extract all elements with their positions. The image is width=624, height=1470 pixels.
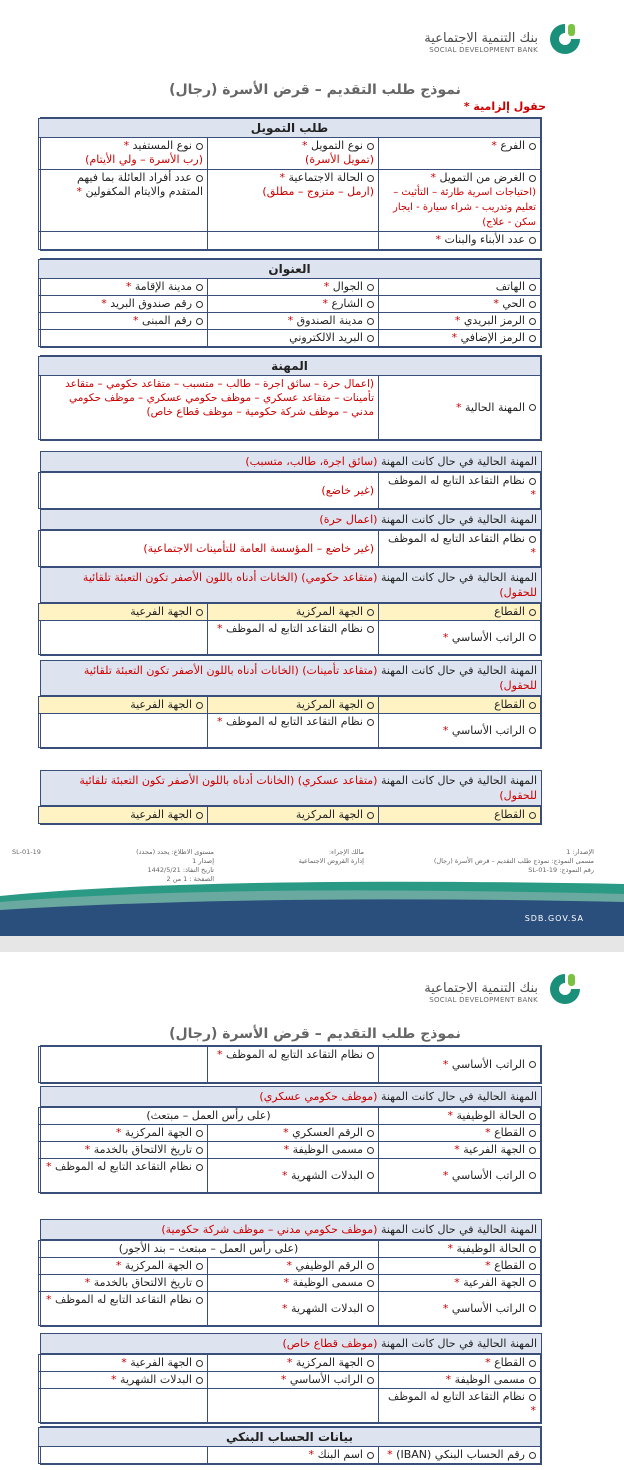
page-title: نموذج طلب التقديم – قرض الأسرة (رجال): [169, 1026, 461, 1042]
financing-header: طلب التمويل: [38, 119, 540, 138]
form-page-2: [0, 952, 624, 1470]
city-field[interactable]: مدينة الإقامة *: [38, 279, 207, 296]
sdb-emblem-icon: [546, 970, 584, 1014]
iban-field[interactable]: رقم الحساب البنكي (IBAN) *: [379, 1447, 541, 1464]
additional-code-field[interactable]: الرمز الإضافي *: [379, 330, 541, 347]
basic-salary-field[interactable]: الراتب الأساسي *: [379, 1047, 541, 1083]
page-title: نموذج طلب التقديم – قرض الأسرة (رجال): [169, 82, 461, 98]
footer-band: [0, 876, 624, 936]
retirement-system-field[interactable]: نظام التقاعد التابع له الموظف *: [208, 714, 379, 748]
case-military-retired: المهنة الحالية في حال كانت المهنة (متقاعد عسكري) (الخانات أدناه باللون الأصفر تكون التعبئة تلقائية للحقول) القطاع الجهة المركزية الجهة الفرعية: [40, 770, 542, 825]
box-city-field[interactable]: مدينة الصندوق *: [208, 313, 379, 330]
form-page-1: بنك التنمية الاجتماعية SOCIAL DEVELOPMENT BANK نموذج طلب التقديم – قرض الأسرة (رجال) حقول إلزامية * طلب التمويل الفرع * نوع التمويل * (تمويل الأسرة) نوع المستفيد * (رب الأسرة – ولي الأيتام) الغرض من التمويل * (احتياجات اسرية طارئة – التأثيث – تعليم وتدريب - شراء سيارة - ايجار سكن - علاج) الحالة الاجتماعية * (ارمل – متزوج – مطلق) عدد أفراد العائلة بما فيهم المتقدم والايتام المكفولين * عدد الأبناء والبنات * العنوان الهاتف الجوال * مدينة الإقامة * الحي * الشارع * رقم صندوق البريد * الرمز البريدي * مدينة الصندوق * رقم المبنى * الرمز الإضافي * البريد الالكتروني المهنة المهنة الحالية * (اعمال حرة – سائق اجرة – طالب – متسبب – متقاعد حكومي – متقاعد تأمينات – متقاعد عسكري – موظف حكومي عسكري – موظف حكومي مدني – موظف شركة حكومية – موظف قطاع خاص) المهنة الحالية في حال كانت المهنة (سائق اجرة، طالب، متسبب) نظام التقاعد التابع له الموظف * (غير خاضع) المهنة الحالية في حال كانت المهنة (اعمال حرة) نظام التقاعد التابع له الموظف * (غير خاضع – المؤسسة العامة للتأمينات الاجتماعية) المهنة الحالية في حال كانت المهنة (متقاعد حكومي) (الخانات أدناه باللون الأصفر تكون التعبئة تلقائية للحقول) القطاع الجهة المركزية الجهة الفرعية الراتب الأساسي * نظام التقاعد التابع له الموظف * المهنة الحالية في حال كانت المهنة (متقاعد تأمينات) (الخانات أدناه باللون الأصفر تكون التعبئة تلقائية للحقول) القطاع الجهة المركزية الجهة الفرعية الراتب الأساسي * نظام التقاعد التابع له الموظف * المهنة الحالية في حال كانت المهنة (متقاعد عسكري) (الخانات أدناه باللون الأصفر تكون التعبئة تلقائية للحقول) القطاع الجهة المركزية الجهة الفرعية الإصدار: 1 مسمى النموذج: نموذج طلب التقديم – قرض الأسرة (رجال) رقم النموذج: SL-01-19 مالك الإجراء: إدارة القروض الاجتماعية مستوى الاطلاع: يحدد (محدد) إصدار 1 تاريخ النفاذ: 1442/5/21 الصفحة : 1 من 2 SL-01-19 SDB.GOV.SA: [0, 0, 624, 938]
building-number-field[interactable]: رقم المبنى *: [38, 313, 207, 330]
case-civil-employee: المهنة الحالية في حال كانت المهنة (موظف حكومي مدني – موظف شركة حكومية) الحالة الوظيفية * (على رأس العمل – مبتعث – بند الأجور) القطاع * الرقم الوظيفي * الجهة المركزية * الجهة الفرعية * مسمى الوظيفة * تاريخ الالتحاق بالخدمة * الراتب الأساسي * البدلات الشهرية * نظام التقاعد التابع له الموظف *: [40, 1219, 542, 1327]
logo-arabic: بنك التنمية الاجتماعية: [424, 30, 538, 46]
case-freelance: المهنة الحالية في حال كانت المهنة (اعمال حرة) نظام التقاعد التابع له الموظف * (غير خاضع – المؤسسة العامة للتأمينات الاجتماعية): [40, 509, 542, 568]
case-taxi-student: المهنة الحالية في حال كانت المهنة (سائق اجرة، طالب، متسبب) نظام التقاعد التابع له الموظف * (غير خاضع): [40, 451, 542, 510]
address-section: [40, 258, 542, 348]
sdb-emblem-icon: [546, 20, 584, 64]
sdb-logo: بنك التنمية الاجتماعية SOCIAL DEVELOPMENT BANK: [424, 966, 584, 1018]
case-private-employee: المهنة الحالية في حال كانت المهنة (موظف قطاع خاص) القطاع * الجهة المركزية * الجهة الفرعية * مسمى الوظيفة * الراتب الأساسي * البدلات الشهرية * نظام التقاعد التابع له الموظف *: [40, 1333, 542, 1424]
retirement-system-field[interactable]: نظام التقاعد التابع له الموظف *: [208, 621, 379, 655]
sdb-logo: [424, 16, 584, 68]
bank-name-field[interactable]: اسم البنك *: [208, 1447, 379, 1464]
financing-type-field[interactable]: نوع التمويل * (تمويل الأسرة): [208, 138, 379, 170]
current-profession-field[interactable]: المهنة الحالية *: [379, 376, 541, 440]
postal-code-field[interactable]: الرمز البريدي *: [379, 313, 541, 330]
address-header: العنوان: [38, 260, 540, 279]
purpose-field[interactable]: الغرض من التمويل * (احتياجات اسرية طارئة – التأثيث – تعليم وتدريب - شراء سيارة - ايجار سكن - علاج): [379, 170, 541, 232]
case-gov-retired: المهنة الحالية في حال كانت المهنة (متقاعد حكومي) (الخانات أدناه باللون الأصفر تكون التعبئة تلقائية للحقول) القطاع الجهة المركزية الجهة الفرعية الراتب الأساسي * نظام التقاعد التابع له الموظف *: [40, 567, 542, 656]
profession-header: المهنة: [38, 357, 540, 376]
po-box-field[interactable]: رقم صندوق البريد *: [38, 296, 207, 313]
profession-section: [40, 355, 542, 441]
phone-field[interactable]: الهاتف: [379, 279, 541, 296]
bank-header: بيانات الحساب البنكي: [38, 1428, 540, 1447]
family-members-field[interactable]: عدد أفراد العائلة بما فيهم المتقدم والايتام المكفولين *: [38, 170, 207, 232]
required-note: حقول إلزامية *: [463, 100, 546, 113]
marital-status-field[interactable]: الحالة الاجتماعية * (ارمل – متزوج – مطلق): [208, 170, 379, 232]
case-military-employee: المهنة الحالية في حال كانت المهنة (موظف حكومي عسكري) الحالة الوظيفية * (على رأس العمل – مبتعث) القطاع * الرقم العسكري * الجهة المركزية * الجهة الفرعية * مسمى الوظيفة * تاريخ الالتحاق بالخدمة * الراتب الأساسي * البدلات الشهرية * نظام التقاعد التابع له الموظف *: [40, 1086, 542, 1194]
case-insurance-retired: المهنة الحالية في حال كانت المهنة (متقاعد تأمينات) (الخانات أدناه باللون الأصفر تكون التعبئة تلقائية للحقول) القطاع الجهة المركزية الجهة الفرعية الراتب الأساسي * نظام التقاعد التابع له الموظف *: [40, 660, 542, 749]
children-count-field[interactable]: عدد الأبناء والبنات *: [379, 232, 541, 250]
email-field[interactable]: البريد الالكتروني: [208, 330, 379, 347]
district-field[interactable]: الحي *: [379, 296, 541, 313]
beneficiary-type-field[interactable]: نوع المستفيد * (رب الأسرة – ولي الأيتام): [38, 138, 207, 170]
financing-section: [40, 117, 542, 251]
site-url: SDB.GOV.SA: [524, 914, 584, 923]
bank-section: [40, 1426, 542, 1465]
basic-salary-field[interactable]: الراتب الأساسي *: [379, 621, 541, 655]
branch-field[interactable]: الفرع *: [379, 138, 541, 170]
continued-section: [40, 1045, 542, 1084]
street-field[interactable]: الشارع *: [208, 296, 379, 313]
retirement-system-field[interactable]: نظام التقاعد التابع له الموظف *: [208, 1047, 379, 1083]
retirement-system-field[interactable]: نظام التقاعد التابع له الموظف *: [379, 473, 541, 509]
retirement-system-field[interactable]: نظام التقاعد التابع له الموظف *: [379, 531, 541, 567]
logo-english: SOCIAL DEVELOPMENT BANK: [429, 45, 538, 54]
mobile-field[interactable]: الجوال *: [208, 279, 379, 296]
profession-options: (اعمال حرة – سائق اجرة – طالب – متسبب – متقاعد حكومي – متقاعد تأمينات – متقاعد عسكري – موظف حكومي عسكري – موظف حكومي مدني – موظف شركة حكومية – موظف قطاع خاص): [38, 376, 378, 440]
basic-salary-field[interactable]: الراتب الأساسي *: [379, 714, 541, 748]
